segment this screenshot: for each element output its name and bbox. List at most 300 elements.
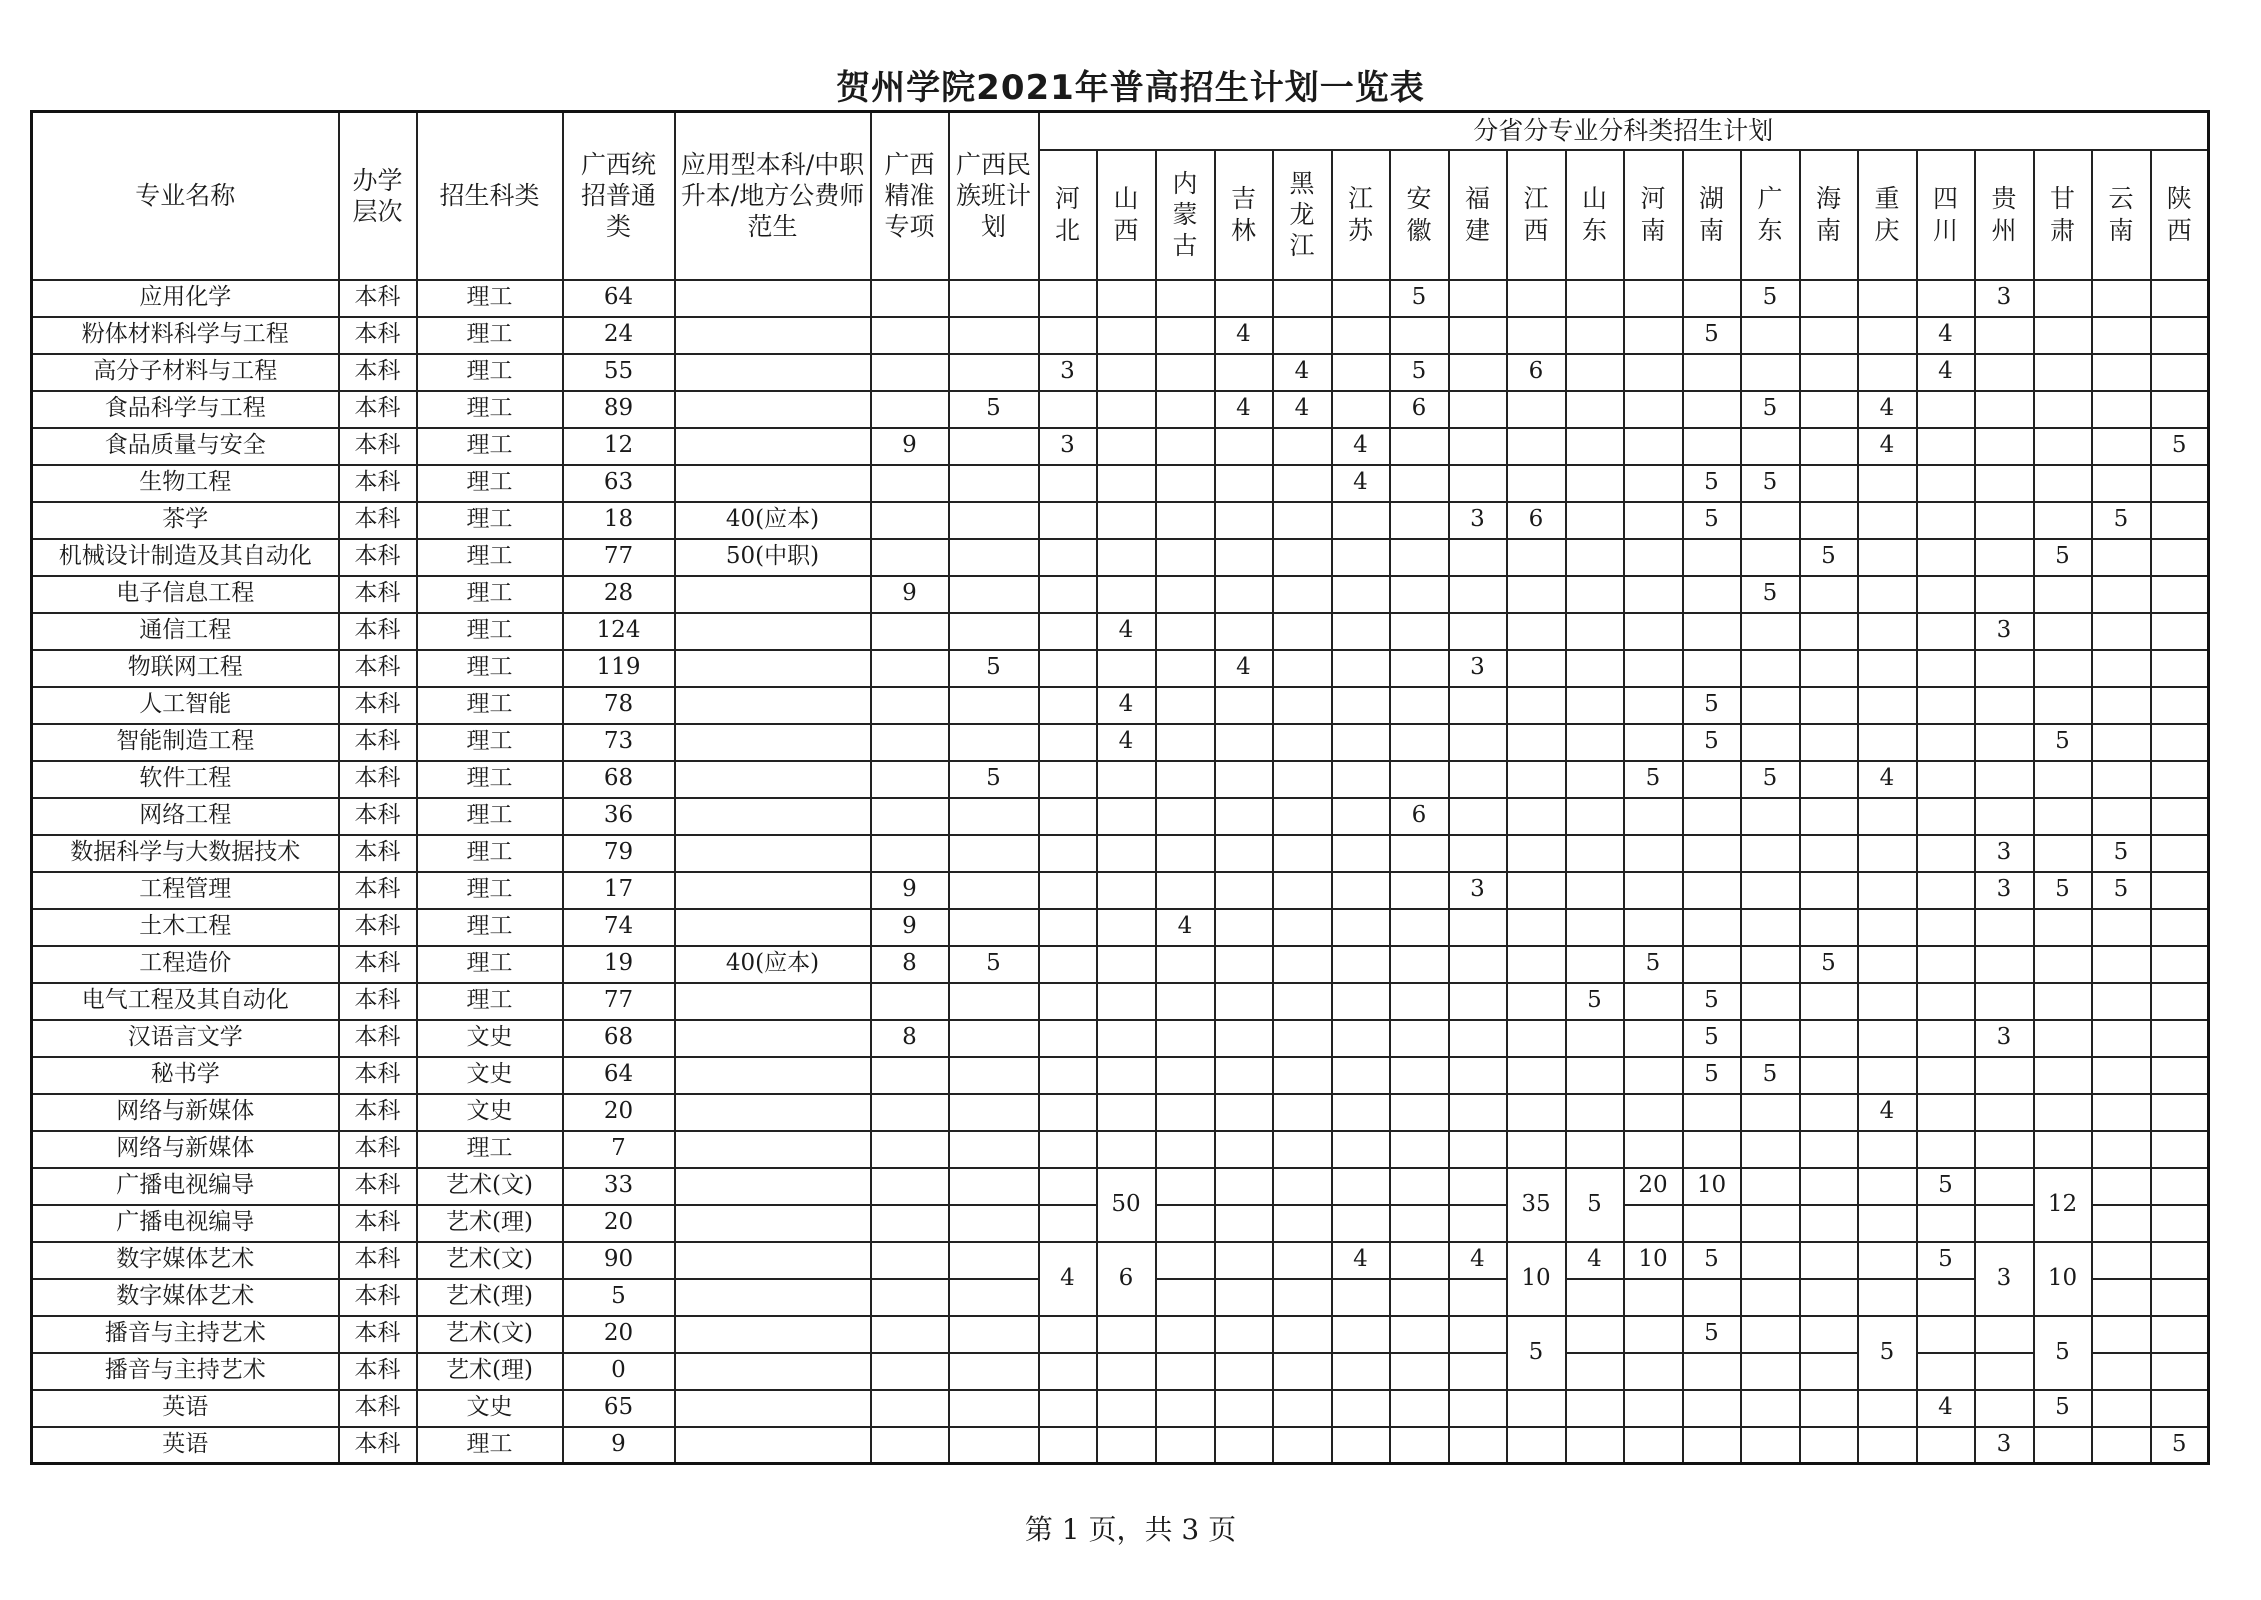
province-quota-cell <box>2092 1205 2151 1242</box>
province-quota-cell: 5 <box>1800 946 1858 983</box>
gx-precise-cell: 9 <box>871 872 949 909</box>
province-quota-cell <box>1800 1316 1858 1353</box>
gx-ethnic-cell <box>949 465 1039 502</box>
province-quota-cell <box>1507 1427 1566 1464</box>
applied-cell: 40(应本) <box>675 946 871 983</box>
level-cell: 本科 <box>339 317 417 354</box>
province-quota-cell: 5 <box>1741 576 1800 613</box>
major-name-cell: 广播电视编导 <box>32 1205 339 1242</box>
province-quota-cell <box>1390 1390 1449 1427</box>
category-cell: 理工 <box>417 576 563 613</box>
province-quota-cell: 5 <box>2034 539 2092 576</box>
province-quota-cell <box>1800 687 1858 724</box>
province-quota-cell <box>1332 1316 1390 1353</box>
province-quota-cell <box>1507 613 1566 650</box>
gx-general-cell: 65 <box>563 1390 675 1427</box>
province-quota-cell <box>1390 317 1449 354</box>
province-quota-cell <box>1566 280 1624 317</box>
header-province: 河北 <box>1039 150 1097 280</box>
gx-ethnic-cell <box>949 724 1039 761</box>
province-quota-cell <box>1390 1279 1449 1316</box>
province-quota-cell: 6 <box>1390 391 1449 428</box>
level-cell: 本科 <box>339 354 417 391</box>
province-quota-cell <box>2151 502 2209 539</box>
applied-cell <box>675 280 871 317</box>
province-quota-cell <box>1390 650 1449 687</box>
province-quota-cell <box>1273 280 1332 317</box>
province-quota-cell <box>1800 1205 1858 1242</box>
province-quota-cell <box>1975 465 2034 502</box>
province-quota-cell: 5 <box>1390 280 1449 317</box>
province-quota-cell <box>2151 761 2209 798</box>
applied-cell <box>675 1020 871 1057</box>
province-quota-cell <box>1917 872 1975 909</box>
province-quota-cell <box>1039 465 1097 502</box>
gx-ethnic-cell <box>949 1057 1039 1094</box>
gx-precise-cell <box>871 1279 949 1316</box>
major-name-cell: 数据科学与大数据技术 <box>32 835 339 872</box>
province-quota-cell <box>2092 1427 2151 1464</box>
province-quota-cell <box>1273 983 1332 1020</box>
province-quota-cell <box>1156 539 1215 576</box>
province-quota-cell <box>1507 650 1566 687</box>
gx-general-cell: 18 <box>563 502 675 539</box>
province-quota-cell <box>1800 650 1858 687</box>
province-quota-cell <box>1858 1131 1917 1168</box>
applied-cell <box>675 576 871 613</box>
province-quota-cell <box>1800 1279 1858 1316</box>
province-quota-cell <box>1215 946 1273 983</box>
province-quota-cell <box>1449 1427 1507 1464</box>
province-quota-cell <box>1097 576 1156 613</box>
province-quota-cell <box>1332 1057 1390 1094</box>
province-quota-cell <box>1975 946 2034 983</box>
province-quota-cell <box>1741 354 1800 391</box>
province-quota-cell <box>1683 909 1741 946</box>
gx-general-cell: 64 <box>563 280 675 317</box>
province-quota-cell: 10 <box>1683 1168 1741 1205</box>
province-quota-cell <box>2092 465 2151 502</box>
province-quota-cell <box>1273 465 1332 502</box>
province-quota-cell <box>1449 1390 1507 1427</box>
gx-precise-cell <box>871 502 949 539</box>
province-quota-cell: 4 <box>1097 687 1156 724</box>
major-name-cell: 数字媒体艺术 <box>32 1242 339 1279</box>
province-quota-cell <box>1215 1020 1273 1057</box>
province-quota-cell: 5 <box>2034 1390 2092 1427</box>
province-quota-cell: 35 <box>1507 1168 1566 1242</box>
gx-precise-cell <box>871 465 949 502</box>
major-name-cell: 机械设计制造及其自动化 <box>32 539 339 576</box>
province-quota-cell <box>1566 1353 1624 1390</box>
gx-ethnic-cell <box>949 1020 1039 1057</box>
province-quota-cell <box>2151 687 2209 724</box>
table-row <box>32 761 2209 798</box>
applied-cell: 40(应本) <box>675 502 871 539</box>
applied-cell: 50(中职) <box>675 539 871 576</box>
gx-general-cell: 20 <box>563 1316 675 1353</box>
province-quota-cell <box>1097 1020 1156 1057</box>
province-quota-cell <box>2151 317 2209 354</box>
table-row <box>32 1242 2209 1279</box>
province-quota-cell <box>1741 872 1800 909</box>
province-quota-cell <box>1858 687 1917 724</box>
province-quota-cell: 5 <box>1507 1316 1566 1390</box>
level-cell: 本科 <box>339 1168 417 1205</box>
province-quota-cell <box>2092 1390 2151 1427</box>
province-quota-cell <box>1156 687 1215 724</box>
province-quota-cell <box>1507 1020 1566 1057</box>
province-quota-cell <box>1449 539 1507 576</box>
province-quota-cell <box>1273 946 1332 983</box>
province-quota-cell <box>1039 798 1097 835</box>
province-quota-cell <box>2092 1131 2151 1168</box>
gx-general-cell: 79 <box>563 835 675 872</box>
province-quota-cell <box>2151 354 2209 391</box>
province-quota-cell <box>1156 1094 1215 1131</box>
gx-ethnic-cell: 5 <box>949 946 1039 983</box>
gx-general-cell: 68 <box>563 761 675 798</box>
province-quota-cell <box>2092 613 2151 650</box>
major-name-cell: 广播电视编导 <box>32 1168 339 1205</box>
province-quota-cell <box>1039 946 1097 983</box>
province-quota-cell: 4 <box>1332 465 1390 502</box>
province-quota-cell <box>1566 1131 1624 1168</box>
major-name-cell: 通信工程 <box>32 613 339 650</box>
province-quota-cell <box>1156 317 1215 354</box>
province-quota-cell <box>1390 1020 1449 1057</box>
applied-cell <box>675 465 871 502</box>
province-quota-cell <box>2151 946 2209 983</box>
province-quota-cell: 4 <box>1858 1094 1917 1131</box>
applied-cell <box>675 1353 871 1390</box>
table-row <box>32 909 2209 946</box>
province-quota-cell <box>1156 465 1215 502</box>
province-quota-cell <box>1800 909 1858 946</box>
province-quota-cell <box>1624 613 1683 650</box>
province-quota-cell <box>1156 1131 1215 1168</box>
province-quota-cell <box>1390 909 1449 946</box>
province-quota-cell <box>1156 1390 1215 1427</box>
major-name-cell: 粉体材料科学与工程 <box>32 317 339 354</box>
province-quota-cell <box>1917 1020 1975 1057</box>
province-quota-cell <box>1332 1353 1390 1390</box>
province-quota-cell <box>1097 502 1156 539</box>
province-quota-cell <box>1390 872 1449 909</box>
province-quota-cell <box>1917 1205 1975 1242</box>
province-quota-cell <box>1156 724 1215 761</box>
header-province: 海南 <box>1800 150 1858 280</box>
province-quota-cell <box>2092 354 2151 391</box>
province-quota-cell <box>1624 909 1683 946</box>
province-quota-cell <box>1975 1390 2034 1427</box>
gx-ethnic-cell <box>949 909 1039 946</box>
province-quota-cell <box>1741 317 1800 354</box>
header-major: 专业名称 <box>32 112 339 280</box>
province-quota-cell <box>1215 724 1273 761</box>
province-quota-cell <box>1156 983 1215 1020</box>
province-quota-cell: 4 <box>1097 724 1156 761</box>
gx-ethnic-cell <box>949 539 1039 576</box>
province-quota-cell: 3 <box>1039 354 1097 391</box>
province-quota-cell <box>1507 1131 1566 1168</box>
level-cell: 本科 <box>339 1279 417 1316</box>
gx-ethnic-cell <box>949 983 1039 1020</box>
province-quota-cell <box>2151 1390 2209 1427</box>
major-name-cell: 应用化学 <box>32 280 339 317</box>
province-quota-cell: 5 <box>1741 1057 1800 1094</box>
major-name-cell: 网络工程 <box>32 798 339 835</box>
applied-cell <box>675 835 871 872</box>
province-quota-cell <box>1566 909 1624 946</box>
province-quota-cell <box>1917 428 1975 465</box>
header-province: 湖南 <box>1683 150 1741 280</box>
province-quota-cell <box>2151 1279 2209 1316</box>
province-quota-cell <box>1273 724 1332 761</box>
applied-cell <box>675 872 871 909</box>
gx-ethnic-cell <box>949 1205 1039 1242</box>
province-quota-cell <box>1390 465 1449 502</box>
gx-precise-cell: 9 <box>871 909 949 946</box>
province-quota-cell: 5 <box>1683 502 1741 539</box>
province-quota-cell <box>1097 909 1156 946</box>
gx-ethnic-cell: 5 <box>949 391 1039 428</box>
level-cell: 本科 <box>339 539 417 576</box>
province-quota-cell <box>2034 465 2092 502</box>
province-quota-cell <box>1097 798 1156 835</box>
province-quota-cell <box>2092 909 2151 946</box>
province-quota-cell <box>1390 1131 1449 1168</box>
major-name-cell: 生物工程 <box>32 465 339 502</box>
province-quota-cell <box>1741 428 1800 465</box>
province-quota-cell <box>1800 872 1858 909</box>
province-quota-cell <box>1332 280 1390 317</box>
province-quota-cell <box>2034 761 2092 798</box>
province-quota-cell: 5 <box>1858 1316 1917 1390</box>
province-quota-cell <box>1566 761 1624 798</box>
major-name-cell: 播音与主持艺术 <box>32 1316 339 1353</box>
province-quota-cell: 4 <box>1917 317 1975 354</box>
province-quota-cell <box>1215 1427 1273 1464</box>
province-quota-cell: 4 <box>1858 391 1917 428</box>
category-cell: 艺术(文) <box>417 1242 563 1279</box>
province-quota-cell <box>1800 465 1858 502</box>
province-quota-cell <box>2151 1242 2209 1279</box>
province-quota-cell: 5 <box>2034 1316 2092 1390</box>
category-cell: 理工 <box>417 946 563 983</box>
province-quota-cell <box>1215 539 1273 576</box>
gx-ethnic-cell: 5 <box>949 650 1039 687</box>
province-quota-cell <box>2092 280 2151 317</box>
province-quota-cell <box>1624 1057 1683 1094</box>
province-quota-cell <box>2151 1020 2209 1057</box>
province-quota-cell <box>1566 317 1624 354</box>
province-quota-cell <box>1097 539 1156 576</box>
province-quota-cell <box>1215 1205 1273 1242</box>
province-quota-cell <box>1566 1427 1624 1464</box>
province-quota-cell <box>2151 872 2209 909</box>
province-quota-cell <box>2092 761 2151 798</box>
province-quota-cell <box>2034 391 2092 428</box>
province-quota-cell <box>1039 1205 1097 1242</box>
applied-cell <box>675 391 871 428</box>
province-quota-cell <box>1039 1316 1097 1353</box>
province-quota-cell <box>1156 1020 1215 1057</box>
level-cell: 本科 <box>339 1131 417 1168</box>
level-cell: 本科 <box>339 909 417 946</box>
table-row <box>32 317 2209 354</box>
header-category: 招生科类 <box>417 112 563 280</box>
category-cell: 理工 <box>417 465 563 502</box>
province-quota-cell <box>2034 1057 2092 1094</box>
province-quota-cell <box>1624 1390 1683 1427</box>
province-quota-cell <box>2092 724 2151 761</box>
province-quota-cell <box>1507 872 1566 909</box>
level-cell: 本科 <box>339 1094 417 1131</box>
province-quota-cell <box>1917 1427 1975 1464</box>
province-quota-cell <box>1156 761 1215 798</box>
province-quota-cell <box>1332 798 1390 835</box>
province-quota-cell <box>1273 576 1332 613</box>
province-quota-cell <box>1917 687 1975 724</box>
major-name-cell: 电气工程及其自动化 <box>32 983 339 1020</box>
table-row <box>32 391 2209 428</box>
header-gx-general: 广西统招普通类 <box>563 112 675 280</box>
province-quota-cell <box>1156 1242 1215 1279</box>
header-province: 甘肃 <box>2034 150 2092 280</box>
gx-precise-cell <box>871 761 949 798</box>
province-quota-cell <box>1800 835 1858 872</box>
table-row <box>32 502 2209 539</box>
province-quota-cell <box>1449 1057 1507 1094</box>
province-quota-cell: 10 <box>2034 1242 2092 1316</box>
province-quota-cell <box>1332 909 1390 946</box>
province-quota-cell: 5 <box>1624 946 1683 983</box>
province-quota-cell <box>1039 1390 1097 1427</box>
province-quota-cell <box>2151 835 2209 872</box>
level-cell: 本科 <box>339 465 417 502</box>
province-quota-cell <box>2034 687 2092 724</box>
province-quota-cell <box>1097 1390 1156 1427</box>
level-cell: 本科 <box>339 761 417 798</box>
province-quota-cell <box>1156 1427 1215 1464</box>
applied-cell <box>675 317 871 354</box>
province-quota-cell: 5 <box>1683 983 1741 1020</box>
province-quota-cell <box>1156 1353 1215 1390</box>
category-cell: 理工 <box>417 872 563 909</box>
province-quota-cell <box>1215 798 1273 835</box>
province-quota-cell <box>1917 391 1975 428</box>
province-quota-cell <box>1097 1094 1156 1131</box>
province-quota-cell <box>1273 650 1332 687</box>
province-quota-cell: 5 <box>2151 428 2209 465</box>
province-quota-cell: 4 <box>1566 1242 1624 1279</box>
province-quota-cell <box>1624 1020 1683 1057</box>
province-quota-cell: 5 <box>1741 280 1800 317</box>
province-quota-cell <box>1390 539 1449 576</box>
province-quota-cell <box>1215 1279 1273 1316</box>
province-quota-cell <box>1624 835 1683 872</box>
province-quota-cell <box>1039 391 1097 428</box>
table-row <box>32 613 2209 650</box>
applied-cell <box>675 909 871 946</box>
category-cell: 艺术(理) <box>417 1205 563 1242</box>
province-quota-cell <box>1097 465 1156 502</box>
gx-general-cell: 74 <box>563 909 675 946</box>
province-quota-cell <box>1332 391 1390 428</box>
province-quota-cell <box>1858 613 1917 650</box>
province-quota-cell: 4 <box>1273 391 1332 428</box>
province-quota-cell <box>1858 835 1917 872</box>
province-quota-cell <box>1215 983 1273 1020</box>
province-quota-cell <box>1741 613 1800 650</box>
province-quota-cell: 3 <box>1975 280 2034 317</box>
province-quota-cell <box>1156 613 1215 650</box>
province-quota-cell <box>1390 613 1449 650</box>
gx-general-cell: 20 <box>563 1205 675 1242</box>
province-quota-cell <box>1039 317 1097 354</box>
level-cell: 本科 <box>339 280 417 317</box>
province-quota-cell <box>1741 1131 1800 1168</box>
level-cell: 本科 <box>339 724 417 761</box>
province-quota-cell <box>1858 576 1917 613</box>
province-quota-cell <box>1566 724 1624 761</box>
gx-general-cell: 64 <box>563 1057 675 1094</box>
province-quota-cell <box>1332 946 1390 983</box>
province-quota-cell <box>1507 428 1566 465</box>
province-quota-cell <box>1273 1316 1332 1353</box>
gx-general-cell: 17 <box>563 872 675 909</box>
header-level: 办学层次 <box>339 112 417 280</box>
province-quota-cell <box>1039 1020 1097 1057</box>
gx-general-cell: 63 <box>563 465 675 502</box>
province-quota-cell <box>1390 1316 1449 1353</box>
province-quota-cell <box>2092 983 2151 1020</box>
gx-ethnic-cell: 5 <box>949 761 1039 798</box>
category-cell: 理工 <box>417 539 563 576</box>
province-quota-cell <box>1858 1390 1917 1427</box>
province-quota-cell <box>1215 613 1273 650</box>
province-quota-cell <box>1975 317 2034 354</box>
province-quota-cell <box>1507 724 1566 761</box>
province-quota-cell: 5 <box>1917 1242 1975 1279</box>
province-quota-cell <box>2092 539 2151 576</box>
major-name-cell: 工程造价 <box>32 946 339 983</box>
gx-precise-cell <box>871 1205 949 1242</box>
table-row <box>32 465 2209 502</box>
province-quota-cell <box>1215 280 1273 317</box>
province-quota-cell <box>1858 798 1917 835</box>
header-province: 吉林 <box>1215 150 1273 280</box>
category-cell: 理工 <box>417 428 563 465</box>
category-cell: 理工 <box>417 280 563 317</box>
province-quota-cell <box>1273 687 1332 724</box>
level-cell: 本科 <box>339 391 417 428</box>
province-quota-cell <box>1273 1390 1332 1427</box>
province-quota-cell <box>1858 465 1917 502</box>
province-quota-cell <box>1507 1057 1566 1094</box>
table-row <box>32 946 2209 983</box>
gx-precise-cell: 8 <box>871 1020 949 1057</box>
province-quota-cell <box>1566 354 1624 391</box>
province-quota-cell <box>1917 946 1975 983</box>
province-quota-cell <box>1917 909 1975 946</box>
category-cell: 文史 <box>417 1020 563 1057</box>
level-cell: 本科 <box>339 1242 417 1279</box>
category-cell: 文史 <box>417 1094 563 1131</box>
applied-cell <box>675 650 871 687</box>
province-quota-cell <box>1449 465 1507 502</box>
